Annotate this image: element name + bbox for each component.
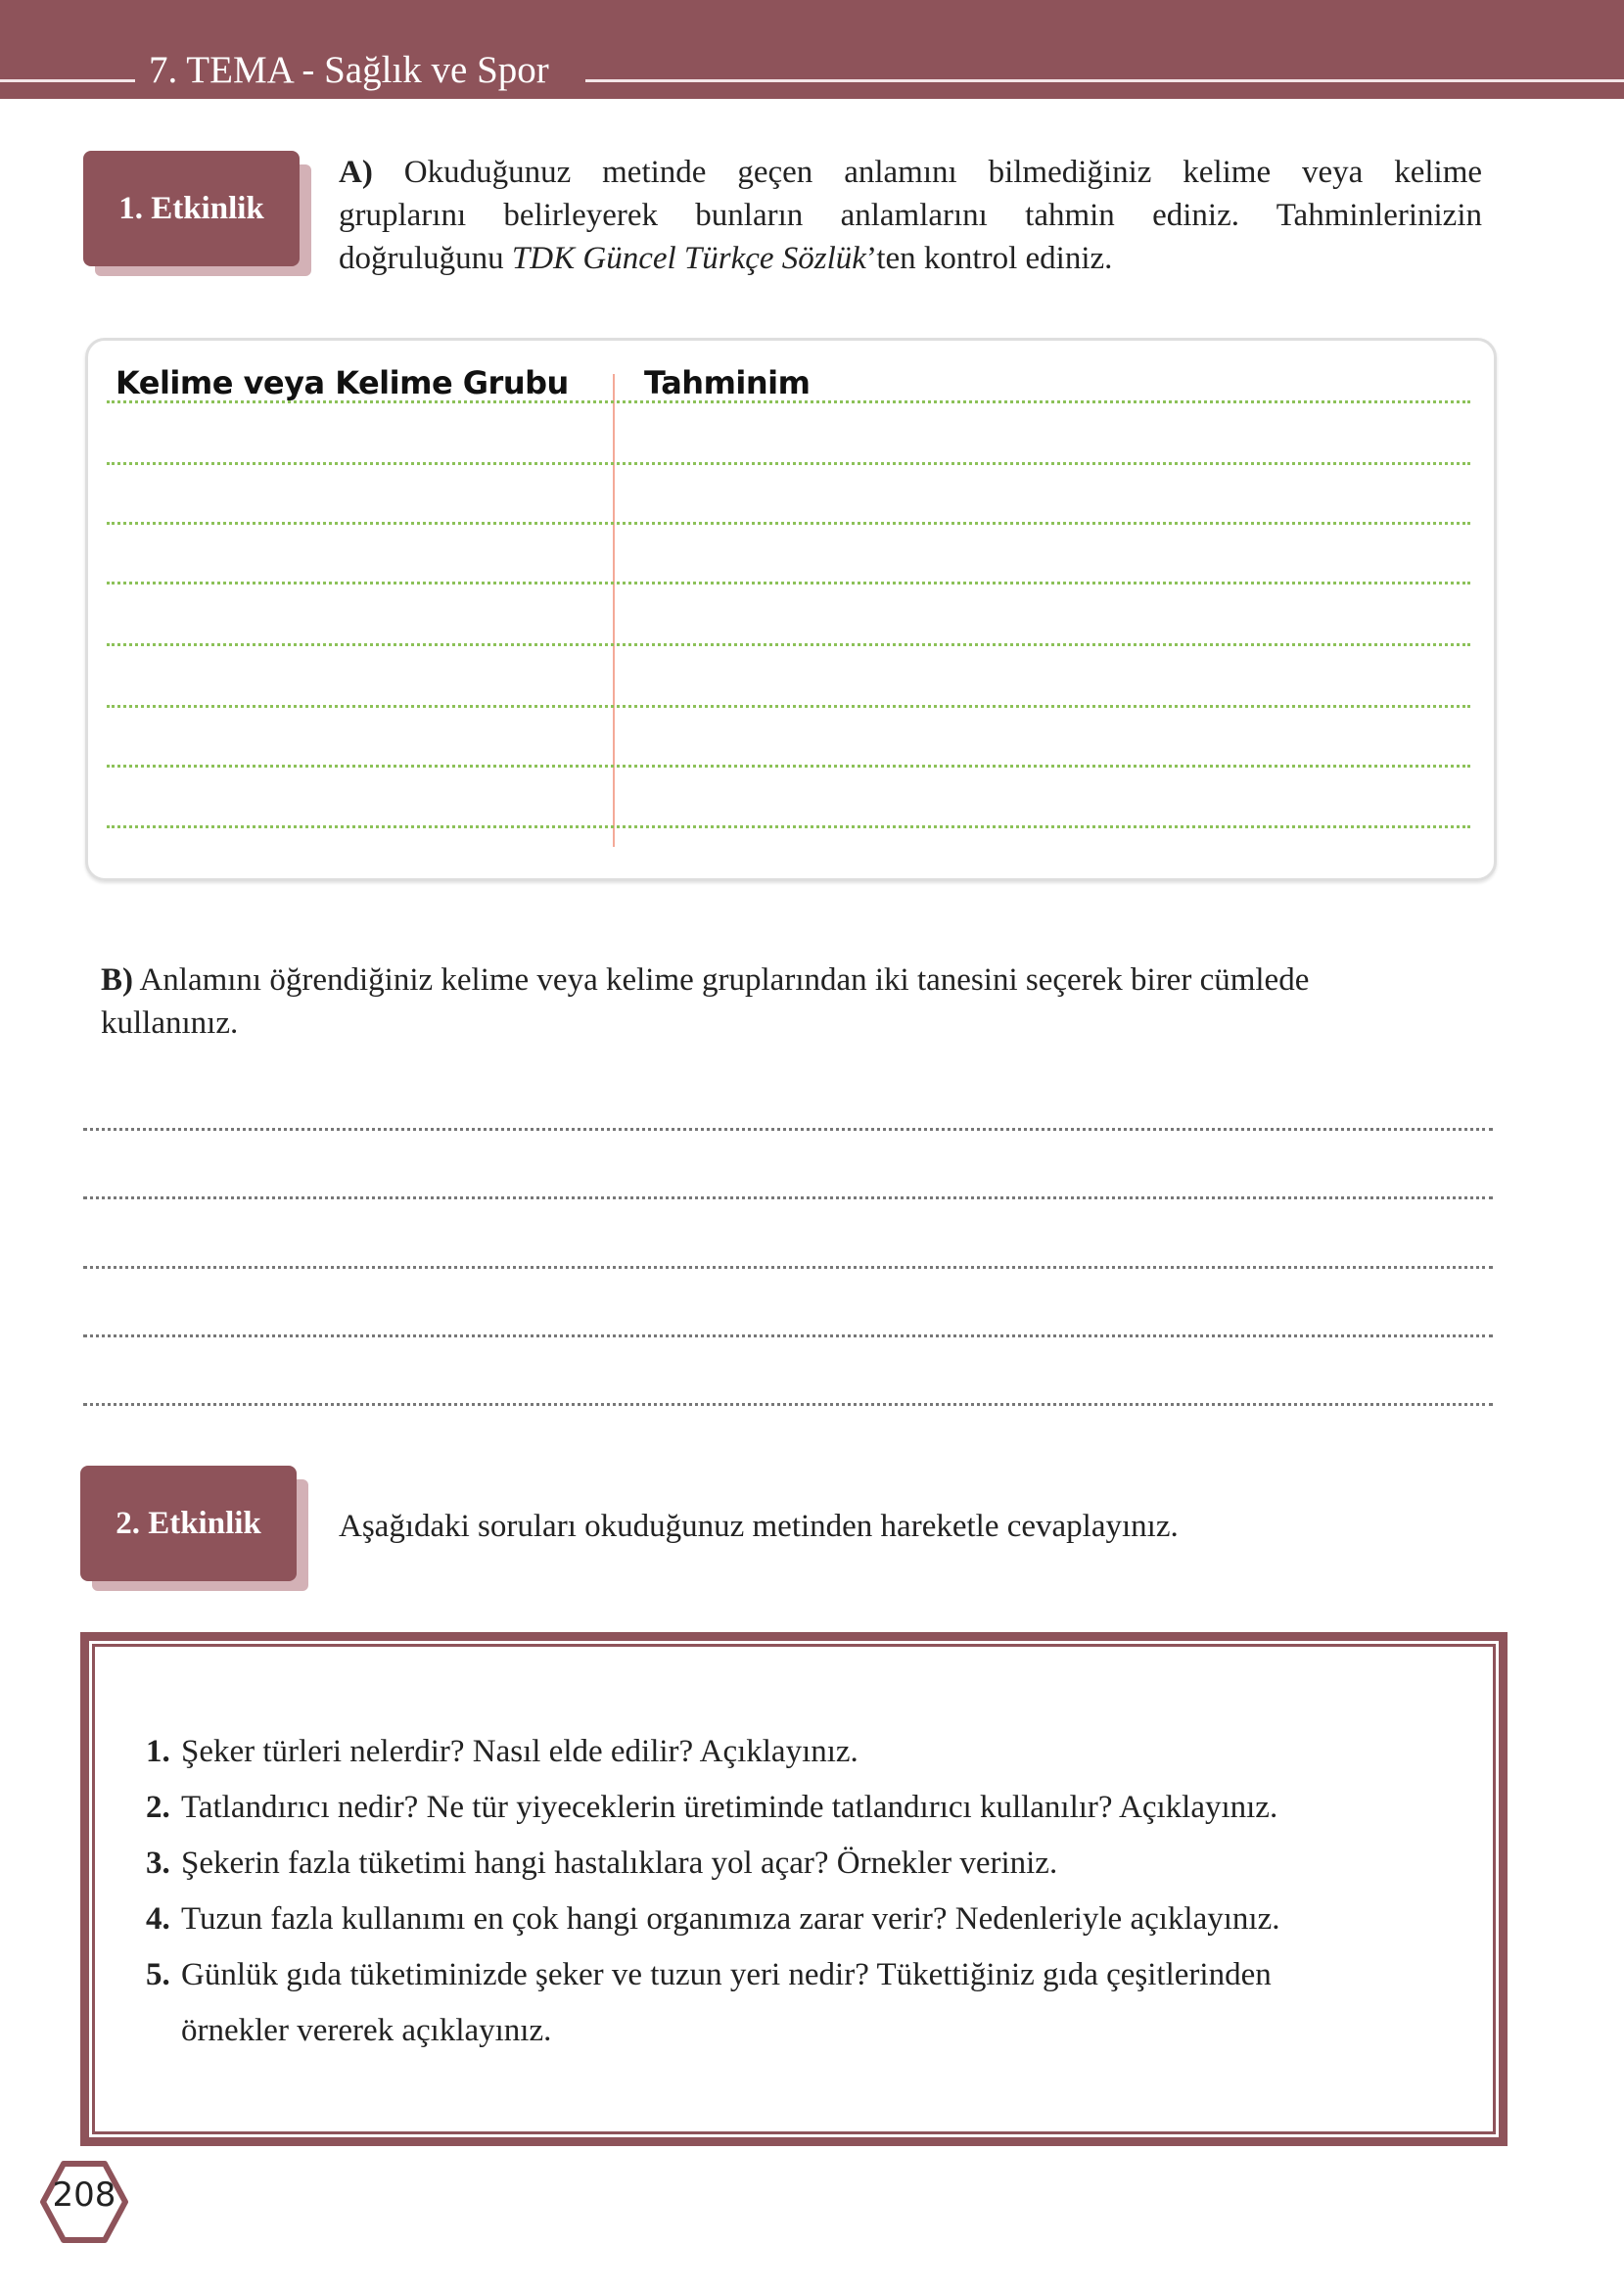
question-text: Günlük gıda tüketiminizde şeker ve tuzun yeri nedir? Tükettiğiniz gıda çeşitlerinden — [181, 1957, 1272, 1992]
table-answer-line[interactable] — [107, 462, 1470, 465]
header-rule-right — [585, 79, 1624, 82]
question-text: Tuzun fazla kullanımı en çok hangi organımıza zarar verir? Nedenleriyle açıklayınız. — [181, 1901, 1280, 1937]
part-a-label: A) — [339, 155, 373, 190]
question-number: 4. — [146, 1901, 170, 1937]
text: ’ten kontrol ediniz. — [865, 241, 1113, 276]
activity-1-part-a-line-2: gruplarını belirleyerek bunların anlamlarını tahmin ediniz. Tahminlerinizin — [339, 198, 1482, 233]
table-answer-line[interactable] — [107, 705, 1470, 708]
page-number: 208 — [52, 2175, 116, 2215]
activity-1-badge: 1. Etkinlik — [83, 151, 300, 266]
text: Anlamını öğrendiğiniz kelime veya kelime gruplarından iki tanesini seçerek birer cümlede — [139, 962, 1310, 998]
question-4 — [146, 1899, 1279, 1939]
vocabulary-table — [85, 338, 1497, 881]
table-answer-line[interactable] — [107, 400, 1470, 403]
question-2 — [146, 1788, 1277, 1827]
table-answer-line[interactable] — [107, 825, 1470, 828]
activity-1-part-a-line-1 — [339, 151, 1482, 194]
question-number: 1. — [146, 1734, 170, 1769]
header-rule-left — [0, 79, 135, 82]
question-text: Tatlandırıcı nedir? Ne tür yiyeceklerin üretiminde tatlandırıcı kullanılır? Açıklayınız. — [181, 1790, 1278, 1825]
column-divider — [613, 374, 615, 847]
question-3 — [146, 1844, 1057, 1883]
dictionary-name: TDK Güncel Türkçe Sözlük — [511, 241, 866, 276]
table-answer-line[interactable] — [107, 522, 1470, 525]
activity-1-part-b-line-2: kullanınız. — [101, 1005, 239, 1041]
activity-1-part-a-line-3 — [339, 237, 1112, 280]
question-number: 2. — [146, 1790, 170, 1825]
column-header-guess: Tahminim — [644, 364, 811, 401]
table-answer-line[interactable] — [107, 765, 1470, 768]
sentence-answer-line[interactable] — [83, 1128, 1493, 1131]
question-number: 5. — [146, 1957, 170, 1992]
text: Okuduğunuz metinde geçen anlamını bilmediğiniz kelime veya kelime — [403, 155, 1483, 190]
sentence-answer-line[interactable] — [83, 1334, 1493, 1337]
question-5-continued: örnekler vererek açıklayınız. — [181, 2013, 552, 2048]
question-text: Şeker türleri nelerdir? Nasıl elde edilir? Açıklayınız. — [181, 1734, 858, 1769]
sentence-answer-line[interactable] — [83, 1196, 1493, 1199]
activity-2-instruction: Aşağıdaki soruları okuduğunuz metinden hareketle cevaplayınız. — [339, 1509, 1179, 1544]
text: doğruluğunu — [339, 241, 512, 276]
question-5 — [146, 1955, 1272, 1994]
part-b-label: B) — [101, 962, 133, 998]
table-answer-line[interactable] — [107, 643, 1470, 646]
theme-title: 7. TEMA - Sağlık ve Spor — [149, 49, 549, 91]
activity-1-part-b-line-1 — [101, 958, 1309, 1002]
sentence-answer-line[interactable] — [83, 1403, 1493, 1406]
table-answer-line[interactable] — [107, 582, 1470, 584]
questions-box-inner-border — [92, 1644, 1496, 2134]
activity-2-badge: 2. Etkinlik — [80, 1466, 297, 1581]
question-number: 3. — [146, 1846, 170, 1881]
column-header-word: Kelime veya Kelime Grubu — [116, 364, 569, 401]
sentence-answer-line[interactable] — [83, 1266, 1493, 1269]
question-1 — [146, 1732, 858, 1771]
question-text: Şekerin fazla tüketimi hangi hastalıklara yol açar? Örnekler veriniz. — [181, 1846, 1058, 1881]
